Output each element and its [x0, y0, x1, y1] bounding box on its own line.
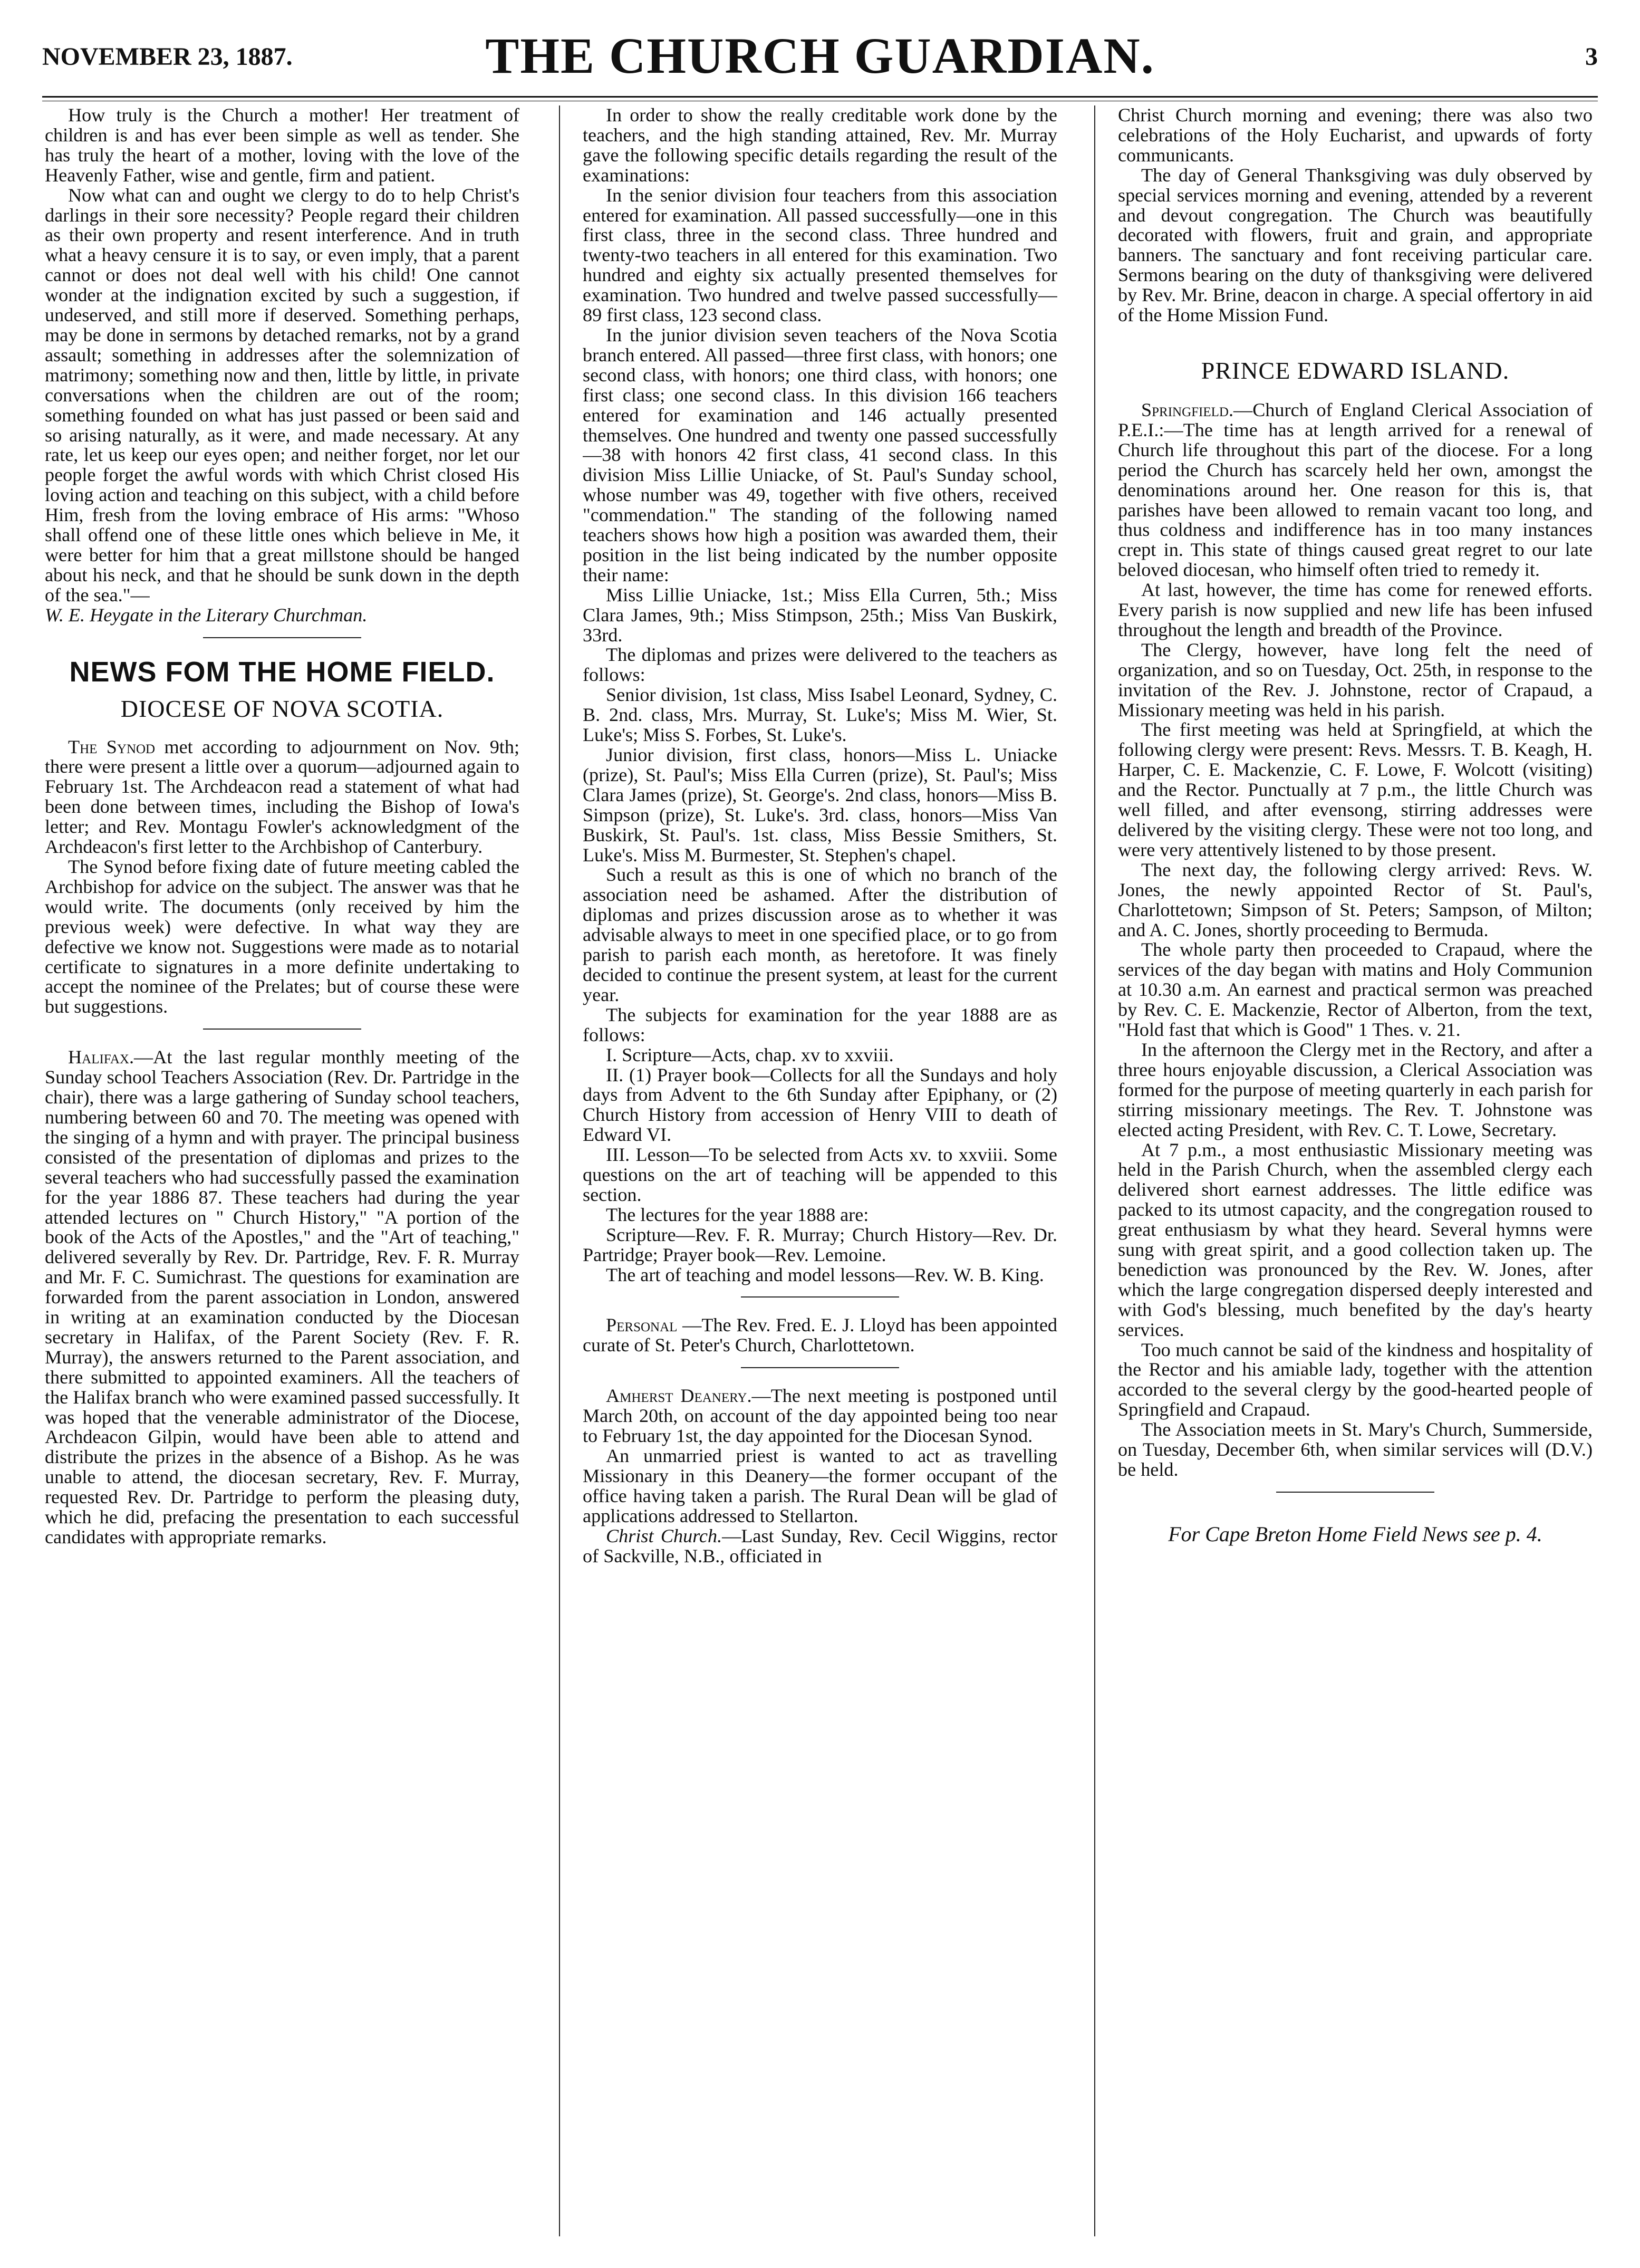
article-paragraph: In the senior division four teachers from this association entered for examination. All passed successfully—one in this first class, three in the second class. Three hundred and twenty-two teachers in all entered for this examination. Two hundred and eighty six actually presented themselves for examination. Two hundred and twelve passed successfully—89 first class, 123 second class.	[583, 184, 1057, 326]
section-rule	[203, 1029, 361, 1030]
article-paragraph: Miss Lillie Uniacke, 1st.; Miss Ella Curren, 5th.; Miss Clara James, 9th.; Miss Stimpson, 25th.; Miss Van Buskirk, 33rd.	[583, 584, 1057, 646]
column-2	[583, 105, 1057, 2242]
article-paragraph: The diplomas and prizes were delivered to the teachers as follows:	[583, 644, 1057, 686]
section-rule	[741, 1296, 899, 1298]
item-text: —Last Sunday, Rev. Cecil Wiggins, rector of Sackville, N.B., officiated in	[583, 1525, 1057, 1567]
article-paragraph: The first meeting was held at Springfield, at which the following clergy were present: Revs. Messrs. T. B. Keagh, H. Harper, C. E. Mackenzie, C. F. Lowe, F. Wolcott (visiting) and the Rector. Punctually at 7 p.m., the little Church was well filled, and after evensong, stirring addresses were delivered by the visiting clergy. These were not too long, and were very attentively listened to by those present.	[1118, 719, 1593, 860]
item-text: —The next meeting is postponed until March 20th, on account of the day appointed being too near to February 1st, the day appointed for the Diocesan Synod.	[583, 1385, 1057, 1447]
article-paragraph: Now what can and ought we clergy to do to help Christ's darlings in their sore necessity? People regard their children as their own property and resent interference. And in truth what a heavy censure it is to say, or even imply, that a parent cannot or does not deal well with his child! One cannot wonder at the indignation excited by such a suggestion, if undeserved, and still more if deserved. Something perhaps, may be done in sermons by detached remarks, not by a grand assault; something in addresses after the solemnization of matrimony; something now and then, little by little, in private conversations when the children are out of the room; something founded on what has just passed or been said and so arising naturally, as it were, and made necessary. At any rate, let us keep our eyes open; and neither forget, nor let our people forget the awful words with which Christ closed His loving action and teaching on this subject, with a child before Him, fresh from the loving embrace of His arms: "Whoso shall offend one of these little ones which believe in Me, it were better for him that a great millstone should be hanged about his neck, and that he should be sunk down in the depth of the sea."—	[45, 184, 519, 606]
page-number: 3	[1585, 43, 1598, 71]
section-rule	[741, 1367, 899, 1368]
section-rule	[1276, 1492, 1434, 1493]
section-heading-pei: PRINCE EDWARD ISLAND.	[1201, 357, 1510, 384]
section-rule	[203, 637, 361, 638]
item-text: —The Rev. Fred. E. J. Lloyd has been appointed curate of St. Peter's Church, Charlottetown.	[583, 1314, 1057, 1356]
article-paragraph	[583, 1526, 1057, 1567]
masthead-rule	[42, 96, 1598, 101]
article-paragraph	[45, 737, 519, 857]
article-paragraph: The next day, the following clergy arrived: Revs. W. Jones, the newly appointed Rector of St. Paul's, Charlottetown; Simpson of St. Peters; Sampson, of Milton; and A. C. Jones, shortly proceeding to Bermuda.	[1118, 859, 1593, 940]
newspaper-title: THE CHURCH GUARDIAN.	[485, 27, 1155, 84]
item-lead: Springfield.	[1141, 399, 1234, 420]
article-paragraph: Junior division, first class, honors—Miss L. Uniacke (prize), St. Paul's; Miss Ella Curren (prize), St. Paul's; Miss Clara James (prize), St. George's. 2nd class, honors—Miss B. Simpson (prize), St. Luke's. 3rd. class, honors—Miss Van Buskirk, St. Paul's. 1st. class, Miss Bessie Smithers, St. Luke's. Miss M. Burmester, St. Stephen's chapel.	[583, 744, 1057, 866]
item-lead: The Synod	[68, 736, 156, 757]
article-paragraph: An unmarried priest is wanted to act as travelling Missionary in this Deanery—the former occupant of the office having taken a parish. The Rural Dean will be glad of applications addressed to Stellarton.	[583, 1445, 1057, 1526]
article-paragraph	[1118, 400, 1593, 580]
column-1	[45, 105, 519, 2242]
article-paragraph: The day of General Thanksgiving was duly observed by special services morning and evening, attended by a reverent and devout congregation. The Church was beautifully decorated with flowers, fruit and grain, and appropriate banners. The sanctuary and font receiving particular care. Sermons bearing on the duty of thanksgiving were delivered by Rev. Mr. Brine, deacon in charge. A special offertory in aid of the Home Mission Fund.	[1118, 164, 1593, 326]
article-paragraph: The whole party then proceeded to Crapaud, where the services of the day began with matins and Holy Communion at 10.30 a.m. An earnest and practical sermon was preached by Rev. C. E. Mackenzie, Rector of Alberton, from the text, "Hold fast that which is Good" 1 Thes. v. 21.	[1118, 939, 1593, 1041]
article-paragraph: II. (1) Prayer book—Collects for all the Sundays and holy days from Advent to the 6th Sunday after Epiphany, or (2) Church History from accession of Henry VIII to death of Edward VI.	[583, 1064, 1057, 1146]
article-paragraph: How truly is the Church a mother! Her treatment of children is and has ever been simple as well as tender. She has truly the heart of a mother, loving with the love of the Heavenly Father, wise and gentle, firm and patient.	[45, 105, 519, 186]
item-text: met according to adjournment on Nov. 9th; there were present a little over a quorum—adjourned again to February 1st. The Archdeacon read a statement of what had been done between times, including the Bishop of Iowa's letter; and Rev. Montagu Fowler's acknowledgment of the Archdeacon's first letter to the Archbishop of Canterbury.	[45, 736, 519, 858]
article-paragraph: The subjects for examination for the year 1888 are as follows:	[583, 1004, 1057, 1045]
article-paragraph	[583, 1315, 1057, 1356]
item-lead: Amherst Deanery.	[606, 1385, 752, 1407]
item-lead: Halifax.	[68, 1046, 134, 1068]
column-3	[1118, 105, 1593, 2242]
article-paragraph: In the afternoon the Clergy met in the Rectory, and after a three hours enjoyable discussion, a Clerical Association was formed for the purpose of meeting quarterly in each parish for stirring missionary meetings. The Rev. T. Johnstone was elected acting President, with Rev. C. T. Lowe, Secretary.	[1118, 1039, 1593, 1140]
article-paragraph: At last, however, the time has come for renewed efforts. Every parish is now supplied and new life has been infused throughout the length and breadth of the Province.	[1118, 579, 1593, 640]
article-paragraph: I. Scripture—Acts, chap. xv to xxviii.	[606, 1044, 894, 1065]
article-paragraph: The art of teaching and model lessons—Rev. W. B. King.	[606, 1264, 1044, 1285]
item-lead: Christ Church.	[606, 1525, 722, 1546]
article-paragraph: The Association meets in St. Mary's Church, Summerside, on Tuesday, December 6th, when similar services will (D.V.) be held.	[1118, 1419, 1593, 1480]
article-paragraph: In order to show the really creditable work done by the teachers, and the high standing attained, Rev. Mr. Murray gave the following specific details regarding the result of the examinations:	[583, 105, 1057, 186]
article-paragraph: Senior division, 1st class, Miss Isabel Leonard, Sydney, C. B. 2nd. class, Mrs. Murray, St. Luke's; Miss M. Wier, St. Luke's; Miss S. Forbes, St. Luke's.	[583, 684, 1057, 746]
section-heading-diocese: DIOCESE OF NOVA SCOTIA.	[120, 695, 444, 722]
item-text: —At the last regular monthly meeting of the Sunday school Teachers Association (Rev. Dr. Partridge in the chair), there was a large gathering of Sunday school teachers, numbering between 60 and 70. The meeting was opened with the singing of a hymn and with prayer. The principal business consisted of the presentation of diplomas and prizes to the several teachers who had successfully passed the examination for the year 1886 87. These teachers had during the year attended lectures on " Church History," "A portion of the book of the Acts of the Apostles," and the "Art of teaching," delivered severally by Rev. Dr. Partridge, Rev. F. R. Murray and Mr. F. C. Sumichrast. The questions for examination are forwarded from the parent association in London, answered in writing at an examination conducted by the Diocesan secretary in Halifax, of the Parent Society (Rev. F. R. Murray), the answers returned to the Parent association, and there submitted to appointed examiners. All the teachers of the Halifax branch who were examined passed successfully. It was hoped that the venerable administrator of the Diocese, Archdeacon Gilpin, would have been able to attend and distribute the prizes in the absence of a Bishop. As he was unable to attend, the diocesan secretary, Rev. F. Murray, requested Rev. Dr. Partridge to perform the pleasing duty, which he did, prefacing the presentation to each successful candidates with appropriate remarks.	[45, 1046, 519, 1548]
issue-date: NOVEMBER 23, 1887.	[42, 43, 293, 71]
article-paragraph: The Clergy, however, have long felt the need of organization, and so on Tuesday, Oct. 25th, in response to the invitation of the Rev. J. Johnstone, rector of Crapaud, a Missionary meeting was held in his parish.	[1118, 639, 1593, 720]
column-divider-2	[1094, 105, 1095, 2236]
article-paragraph: Christ Church morning and evening; there was also two celebrations of the Holy Eucharist, and upwards of forty communicants.	[1118, 105, 1593, 166]
article-paragraph	[583, 1386, 1057, 1446]
article-paragraph: Scripture—Rev. F. R. Murray; Church History—Rev. Dr. Partridge; Prayer book—Rev. Lemoine.	[583, 1224, 1057, 1265]
column-divider-1	[559, 105, 560, 2236]
article-paragraph: Too much cannot be said of the kindness and hospitality of the Rector and his amiable lady, together with the attention accorded to the several clergy by the good-hearted people of Springfield and Crapaud.	[1118, 1339, 1593, 1420]
article-paragraph: In the junior division seven teachers of the Nova Scotia branch entered. All passed—three first class, with honors; one second class, with honors; one third class, with honors; one first class; one second class. In this division 166 teachers entered for examination and 146 actually presented themselves. One hundred and twenty one passed successfully—38 with honors 42 first class, 41 second class. In this division Miss Lillie Uniacke, of St. Paul's Sunday school, whose number was 49, together with five others, received "commendation." The standing of the following named teachers shows how high a position was awarded them, their position in the list being indicated by the number opposite their name:	[583, 324, 1057, 585]
article-paragraph	[45, 1047, 519, 1548]
article-attribution: W. E. Heygate in the Literary Churchman.	[45, 604, 368, 626]
article-paragraph: At 7 p.m., a most enthusiastic Missionary meeting was held in the Parish Church, when the assembled clergy each delivered short earnest addresses. The little edifice was packed to its utmost capacity, and the congregation roused to great enthusiasm by what they heard. Several hymns were sung with great spirit, and a good collection taken up. The benediction was pronounced by the Rev. W. Jones, after which the large congregation dispersed deeply interested and with God's blessing, much benefited by the day's hearty services.	[1118, 1139, 1593, 1340]
masthead	[42, 21, 1598, 84]
article-paragraph: The lectures for the year 1888 are:	[606, 1204, 869, 1225]
article-paragraph: III. Lesson—To be selected from Acts xv. to xxviii. Some questions on the art of teaching will be appended to this section.	[583, 1144, 1057, 1205]
cross-reference-note: For Cape Breton Home Field News see p. 4.	[1168, 1522, 1542, 1546]
article-paragraph: Such a result as this is one of which no branch of the association need be ashamed. After the distribution of diplomas and prizes discussion arose as to whether it was advisable always to meet in one specified place, or to go from parish to parish each month, as heretofore. It was finely decided to continue the present system, at least for the current year.	[583, 864, 1057, 1005]
item-text: —Church of England Clerical Association of P.E.I.:—The time has at length arrived for a renewal of Church life throughout this part of the diocese. For a long period the Church has scarcely held her own, amongst the denominations around her. One reason for this is, that parishes have been allowed to remain vacant too long, and thus coldness and indifference has in too many instances crept in. This state of things caused great regret to our late beloved diocesan, who himself often tried to remedy it.	[1118, 399, 1593, 581]
item-lead: Personal	[606, 1314, 678, 1336]
section-heading-news: NEWS FOM THE HOME FIELD.	[69, 656, 495, 688]
article-paragraph: The Synod before fixing date of future meeting cabled the Archbishop for advice on the subject. The answer was that he would write. The documents (only received by him the previous week) were defective. In what way they are defective we know not. Suggestions were made as to notarial certificate to signatures in a more definite undertaking to accept the nominee of the Prelates; but of course these were but suggestions.	[45, 856, 519, 1017]
